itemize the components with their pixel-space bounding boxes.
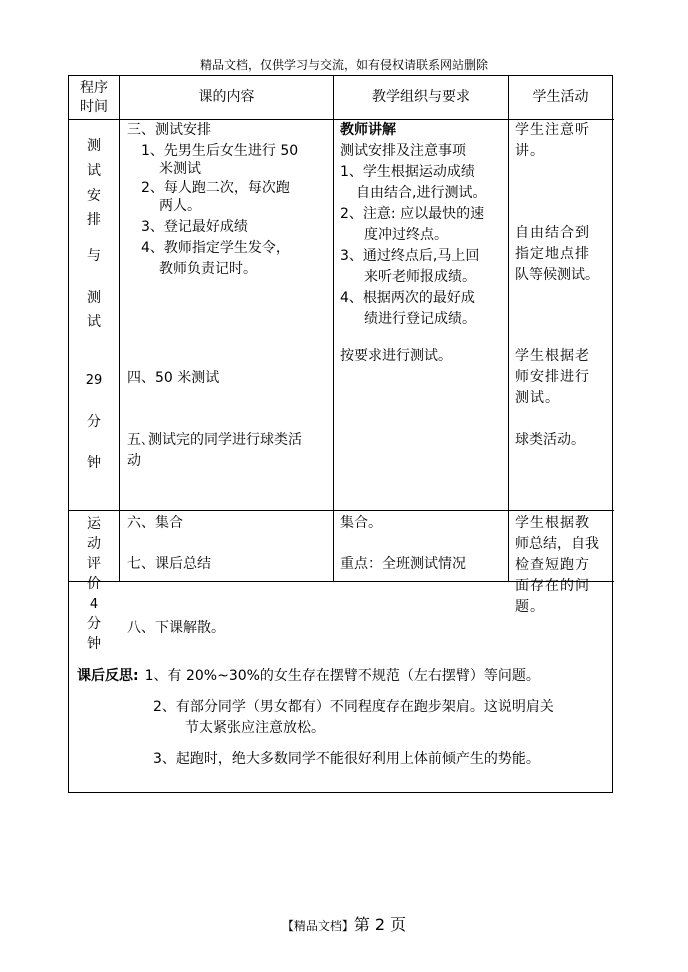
content-item-four: 四、50 米测试 xyxy=(127,370,220,386)
reflection-point-2-cont: 节太紧张应注意放松。 xyxy=(185,720,325,736)
section2-content-dismiss: 八、下课解散。 xyxy=(127,620,225,636)
time-number: 29 xyxy=(85,373,103,388)
time-char: 与 xyxy=(87,248,101,264)
time-char: 分 xyxy=(87,414,101,430)
student-activity-2 xyxy=(515,223,612,286)
time-char: 动 xyxy=(87,536,101,552)
content-item-1-cont: 米测试 xyxy=(159,161,201,177)
content-item-2: 2、每人跑二次，每次跑 xyxy=(141,180,290,196)
header-cell-organization: 教学组织与要求 xyxy=(372,89,470,105)
time-char: 试 xyxy=(87,163,101,179)
reflection-point-3: 3、起跑时，绝大多数同学不能很好利用上体前倾产生的势能。 xyxy=(153,751,540,767)
header-cell-content: 课的内容 xyxy=(198,89,255,105)
org-point-4-cont: 绩进行登记成绩。 xyxy=(364,311,476,327)
content-item-five-line1: 五､测试完的同学进行球类活 xyxy=(127,432,302,448)
time-char: 安 xyxy=(87,188,101,204)
student-activity-2-line2: 指定地点排 xyxy=(515,246,590,262)
header-cell-time xyxy=(69,76,119,119)
time-char: 评 xyxy=(87,556,101,572)
column-divider-2 xyxy=(333,76,334,581)
footer-prefix: 【精品文档】 xyxy=(281,919,354,933)
student-activity-1 xyxy=(515,120,610,162)
section2-org-focus: 重点：全班测试情况 xyxy=(340,556,466,572)
org-point-2-cont: 度冲过终点。 xyxy=(364,227,448,243)
org-title: 教师讲解 xyxy=(340,122,396,138)
content-item-3: 3、登记最好成绩 xyxy=(141,219,248,235)
student-activity-3-line2: 师安排进行 xyxy=(515,369,590,385)
content-item-five xyxy=(127,430,331,472)
reflection-label: 课后反思: xyxy=(77,668,139,684)
content-item-five-line2: 动 xyxy=(127,453,141,469)
page-header: 精品文档，仅供学习与交流，如有侵权请联系网站删除 xyxy=(199,58,488,72)
time-char: 钟 xyxy=(87,636,101,652)
time-char: 钟 xyxy=(87,455,101,471)
org-point-5: 按要求进行测试。 xyxy=(340,348,452,364)
lesson-table xyxy=(68,75,613,793)
section2-content-gather: 六、集合 xyxy=(127,515,183,531)
org-subtitle: 测试安排及注意事项 xyxy=(340,143,466,159)
section1-content xyxy=(127,120,331,280)
header-time-line1: 程序 xyxy=(80,79,108,96)
section2-student-line2: 师总结，自我 xyxy=(515,536,599,552)
content-item-1: 1、先男生后女生进行 50 xyxy=(141,143,299,159)
reflection-point-1: 1、有 20%~30%的女生存在摆臂不规范（左右摆臂）等问题。 xyxy=(144,668,540,684)
student-activity-3 xyxy=(515,346,612,409)
header-cell-student-activity: 学生活动 xyxy=(532,89,589,105)
page-footer xyxy=(0,912,688,935)
footer-page-number: 第 2 页 xyxy=(353,915,407,934)
student-activity-3-line3: 测试。 xyxy=(515,390,560,406)
student-activity-1-line1: 学生注意听 xyxy=(515,122,590,138)
time-number: 4 xyxy=(89,597,99,612)
header-time-line2: 时间 xyxy=(80,98,108,115)
content-item-2-cont: 两人。 xyxy=(159,198,201,214)
time-char: 分 xyxy=(87,616,101,632)
reflection-section xyxy=(77,666,607,770)
time-char: 排 xyxy=(87,212,101,228)
student-activity-1-line2: 讲。 xyxy=(515,143,545,159)
student-activity-4: 球类活动。 xyxy=(515,432,585,448)
column-divider-1 xyxy=(119,76,120,581)
section2-student-line4: 面存在的问 xyxy=(515,578,590,594)
reflection-point-2: 2、有部分同学（男女都有）不同程度存在跑步架肩。这说明肩关 xyxy=(153,699,554,715)
time-char: 测 xyxy=(87,290,101,306)
content-item-4-cont: 教师负责记时。 xyxy=(159,261,257,277)
student-activity-3-line1: 学生根据老 xyxy=(515,348,590,364)
student-activity-2-line1: 自由结合到 xyxy=(515,225,590,241)
time-char: 运 xyxy=(87,516,101,532)
section2-student-line1: 学生根据教 xyxy=(515,515,590,531)
section2-student-line3: 检查短跑方 xyxy=(515,557,590,573)
org-point-3-cont: 来听老师报成绩。 xyxy=(364,269,476,285)
time-char: 试 xyxy=(87,314,101,330)
content-item-4: 4、教师指定学生发令， xyxy=(141,240,290,256)
org-point-4: 4、根据两次的最好成 xyxy=(340,290,475,306)
section1-organization xyxy=(340,120,512,330)
org-point-2: 2、注意: 应以最快的速 xyxy=(340,206,485,222)
org-point-3: 3、通过终点后,马上回 xyxy=(340,248,480,264)
content-title-test-arrangement: 三、测试安排 xyxy=(127,122,211,138)
time-char: 价 xyxy=(87,576,101,592)
section2-student-activity xyxy=(515,513,612,618)
student-activity-2-line3: 队等候测试。 xyxy=(515,267,599,283)
section2-org-gather: 集合。 xyxy=(340,515,382,531)
row-divider-section1 xyxy=(69,510,614,511)
section2-content-summary: 七、课后总结 xyxy=(127,556,211,572)
time-char: 测 xyxy=(87,138,101,154)
section2-student-line5: 题。 xyxy=(515,599,545,615)
org-point-1-cont: 自由结合,进行测试。 xyxy=(356,185,487,201)
org-point-1: 1、学生根据运动成绩 xyxy=(340,164,475,180)
